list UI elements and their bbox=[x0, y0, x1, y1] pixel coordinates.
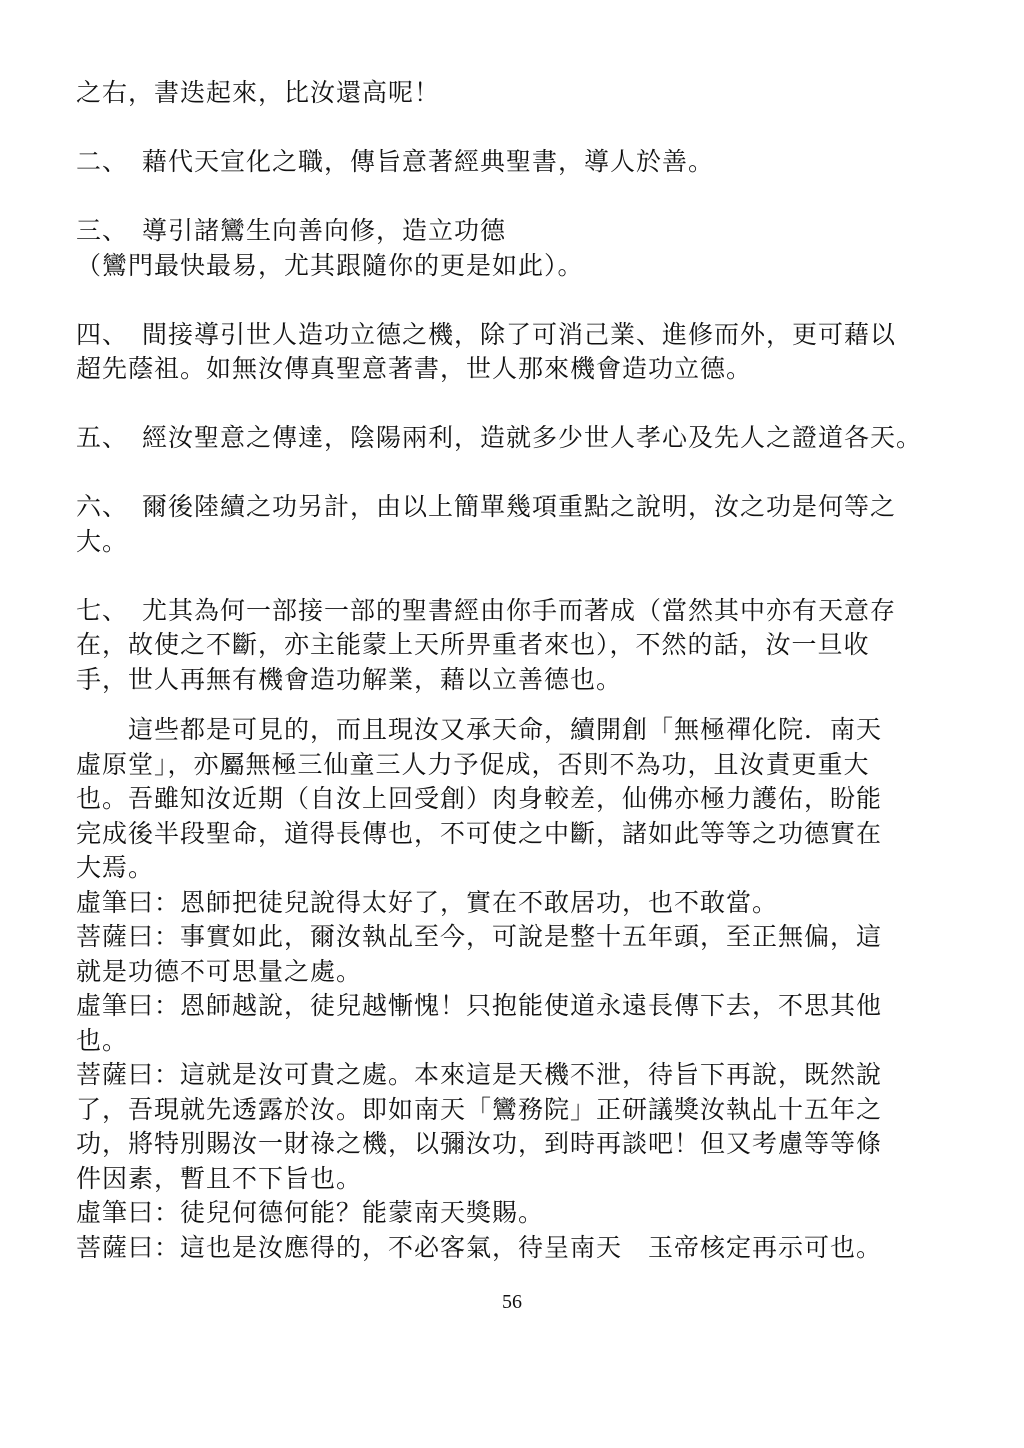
text-line: 功，將特別賜汝一財祿之機，以彌汝功，到時再談吧！但又考慮等等條 bbox=[76, 1129, 883, 1158]
item-text: 大。 bbox=[76, 526, 129, 556]
text-line: 菩薩曰：事實如此，爾汝執乩至今，可說是整十五年頭，至正無偏，這 bbox=[76, 922, 883, 951]
item-number: 五、 bbox=[76, 423, 129, 452]
item-number: 二、 bbox=[76, 147, 129, 176]
item-text: 尤其為何一部接一部的聖書經由你手而著成（當然其中亦有天意存 bbox=[142, 595, 897, 625]
list-item bbox=[76, 318, 956, 387]
text-line: 虛筆曰：徒兒何德何能？能蒙南天獎賜。 bbox=[76, 1198, 545, 1227]
item-text: 間接導引世人造功立德之機，除了可消己業、進修而外，更可藉以 bbox=[142, 319, 897, 349]
text-line: 虛原堂」，亦屬無極三仙童三人力予促成，否則不為功，且汝責更重大 bbox=[76, 749, 870, 779]
item-text: 經汝聖意之傳達，陰陽兩利，造就多少世人孝心及先人之證道各天。 bbox=[142, 423, 923, 452]
item-text: 手，世人再無有機會造功解業，藉以立善德也。 bbox=[76, 664, 623, 694]
text-line: 了，吾現就先透露於汝。即如南天「鸞務院」正研議獎汝執乩十五年之 bbox=[76, 1094, 883, 1124]
text-line: 大焉。 bbox=[76, 853, 155, 882]
dialogue-entry bbox=[76, 920, 956, 989]
text-line: 虛筆曰：恩師越說，徒兒越慚愧！只抱能使道永遠長傳下去，不思其他 bbox=[76, 991, 883, 1020]
item-text: 導引諸鸞生向善向修，造立功德 bbox=[142, 216, 507, 245]
item-number: 四、 bbox=[76, 319, 129, 349]
item-number: 六、 bbox=[76, 492, 129, 521]
text-line: 菩薩曰：這就是汝可貴之處。本來這是天機不泄，待旨下再說，既然說 bbox=[76, 1060, 883, 1089]
item-text: 超先蔭祖。如無汝傳真聖意著書，世人那來機會造功立德。 bbox=[76, 354, 753, 383]
text-line: 完成後半段聖命，道得長傳也，不可使之中斷，諸如此等等之功德實在 bbox=[76, 818, 883, 848]
dialogue-entry bbox=[76, 1196, 956, 1231]
text-line: 件因素，暫且不下旨也。 bbox=[76, 1163, 363, 1193]
item-number: 七、 bbox=[76, 595, 129, 625]
list-item bbox=[76, 421, 956, 456]
list-item bbox=[76, 490, 956, 559]
page-number: 56 bbox=[502, 1291, 522, 1313]
item-number: 三、 bbox=[76, 216, 129, 245]
item-text: 爾後陸續之功另計，由以上簡單幾項重點之說明，汝之功是何等之 bbox=[142, 492, 897, 521]
text-line: 菩薩曰：這也是汝應得的，不必客氣，待呈南天 玉帝核定再示可也。 bbox=[76, 1232, 883, 1262]
item-text: （鸞門最快最易，尤其跟隨你的更是如此）。 bbox=[76, 250, 584, 280]
page-content bbox=[76, 76, 956, 1313]
list-item bbox=[76, 145, 956, 180]
dialogue-entry bbox=[76, 989, 956, 1058]
text-line: 虛筆曰：恩師把徒兒說得太好了，實在不敢居功，也不敢當。 bbox=[76, 887, 779, 917]
list-item bbox=[76, 214, 956, 283]
dialogue-entry bbox=[76, 886, 956, 921]
text-line: 就是功德不可思量之處。 bbox=[76, 956, 363, 986]
text-line: 之右，書迭起來，比汝還高呢！ bbox=[76, 78, 441, 107]
text-line: 這些都是可見的，而且現汝又承天命，續開創「無極禪化院．南天 bbox=[128, 715, 883, 744]
item-text: 藉代天宣化之職，傳旨意著經典聖書，導人於善。 bbox=[142, 147, 715, 176]
dialogue-entry bbox=[76, 1231, 956, 1266]
item-text: 在，故使之不斷，亦主能蒙上天所畀重者來也），不然的話，汝一旦收 bbox=[76, 630, 870, 659]
text-line: 也。吾雖知汝近期（自汝上回受創）肉身較差，仙佛亦極力護佑，盼能 bbox=[76, 784, 883, 813]
list-item bbox=[76, 594, 956, 698]
paragraph bbox=[76, 713, 956, 886]
dialogue-block bbox=[76, 886, 956, 1266]
dialogue-entry bbox=[76, 1058, 956, 1196]
text-line: 也。 bbox=[76, 1025, 129, 1055]
